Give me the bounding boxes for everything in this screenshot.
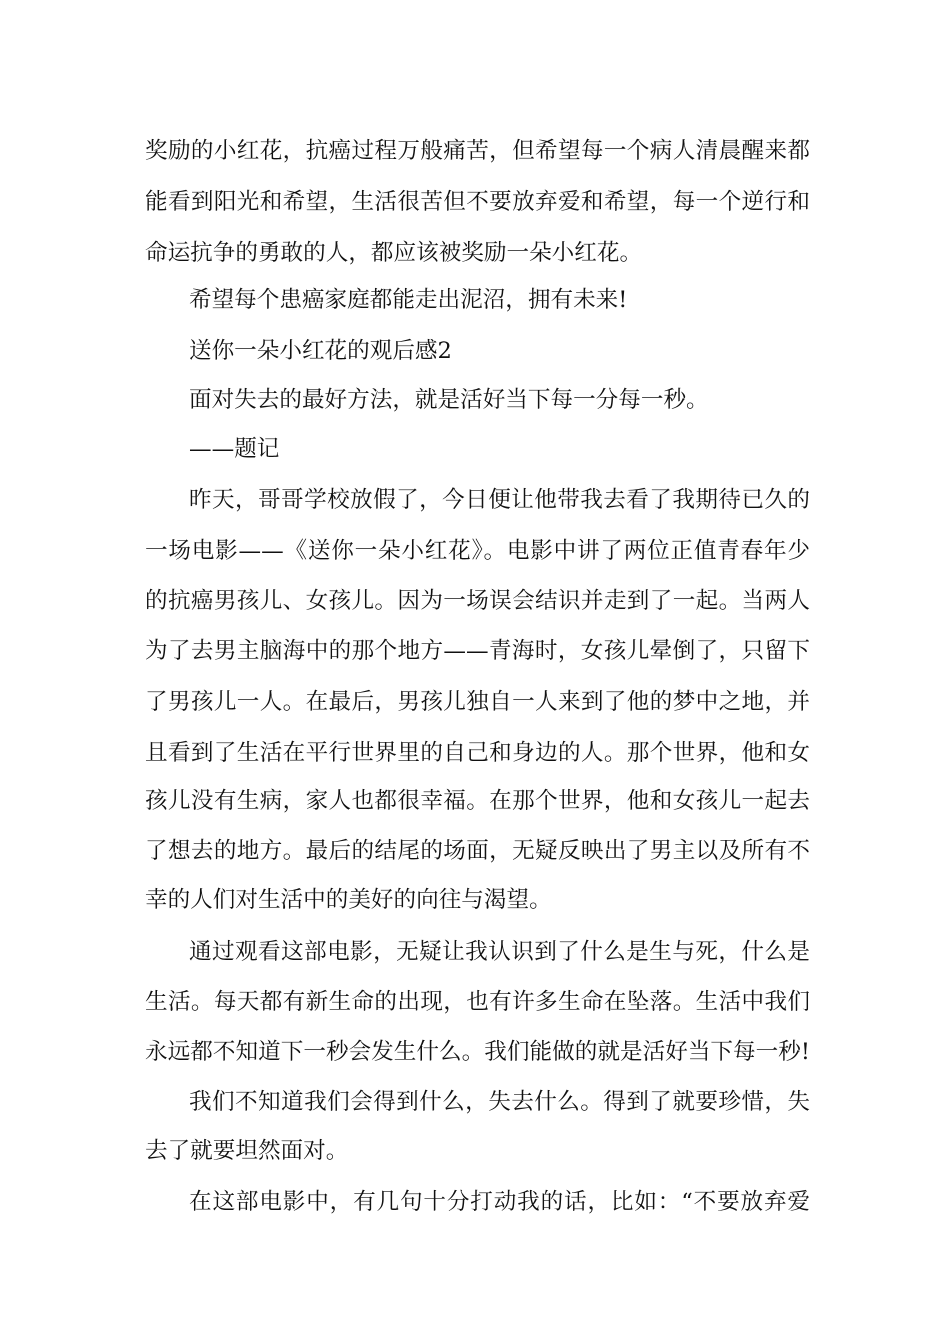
text-line: 生活。每天都有新生命的出现，也有许多生命在坠落。生活中我们 (145, 989, 810, 1015)
text-line: 希望每个患癌家庭都能走出泥沼，拥有未来! (189, 287, 628, 313)
text-line: 去了就要坦然面对。 (145, 1138, 349, 1164)
text-line: 了想去的地方。最后的结尾的场面，无疑反映出了男主以及所有不 (145, 838, 810, 864)
text-line: 能看到阳光和希望，生活很苦但不要放弃爱和希望，每一个逆行和 (145, 189, 810, 215)
text-line: 昨天，哥哥学校放假了，今日便让他带我去看了我期待已久的 (189, 487, 810, 513)
text-line: 的抗癌男孩儿、女孩儿。因为一场误会结识并走到了一起。当两人 (145, 588, 810, 614)
text-line: 为了去男主脑海中的那个地方——青海时，女孩儿晕倒了，只留下 (145, 638, 810, 664)
text-line: 永远都不知道下一秒会发生什么。我们能做的就是活好当下每一秒! (145, 1039, 810, 1065)
text-line: 面对失去的最好方法，就是活好当下每一分每一秒。 (189, 387, 709, 413)
text-line: 了男孩儿一人。在最后，男孩儿独自一人来到了他的梦中之地，并 (145, 689, 810, 715)
text-line: 命运抗争的勇敢的人，都应该被奖励一朵小红花。 (145, 240, 643, 266)
text-line: 孩儿没有生病，家人也都很幸福。在那个世界，他和女孩儿一起去 (145, 788, 810, 814)
text-line: 通过观看这部电影，无疑让我认识到了什么是生与死，什么是 (189, 939, 810, 965)
epigraph-attribution: ——题记 (189, 436, 280, 462)
text-line: 在这部电影中，有几句十分打动我的话，比如：“不要放弃爱 (189, 1189, 810, 1215)
text-line: 我们不知道我们会得到什么，失去什么。得到了就要珍惜，失 (189, 1089, 810, 1115)
text-line: 奖励的小红花，抗癌过程万般痛苦，但希望每一个病人清晨醒来都 (145, 138, 810, 164)
section-heading: 送你一朵小红花的观后感2 (189, 338, 452, 364)
text-line: 幸的人们对生活中的美好的向往与渴望。 (145, 887, 552, 913)
text-line: 且看到了生活在平行世界里的自己和身边的人。那个世界，他和女 (145, 740, 810, 766)
text-line: 一场电影——《送你一朵小红花》。电影中讲了两位正值青春年少 (145, 538, 810, 564)
